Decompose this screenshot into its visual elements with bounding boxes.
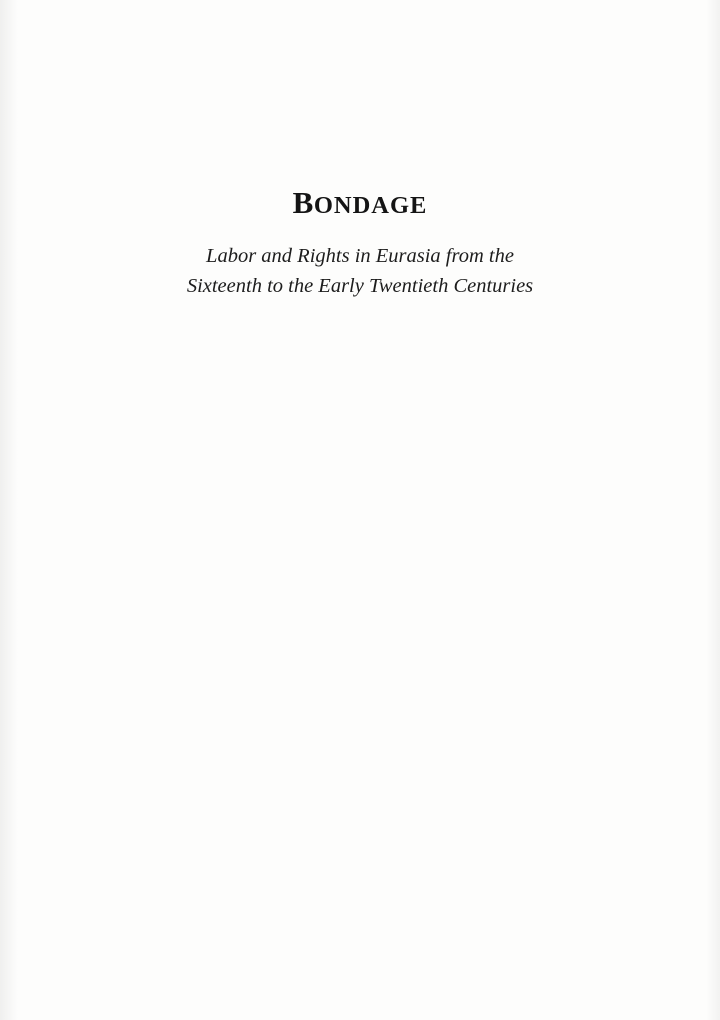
subtitle-line-2: Sixteenth to the Early Twentieth Centuries — [186, 274, 534, 297]
subtitle-line-1: Labor and Rights in Eurasia from the — [206, 245, 514, 268]
title-remainder: ONDAGE — [313, 192, 428, 219]
title-block — [0, 186, 720, 302]
subtitle — [125, 242, 595, 301]
title-initial: B — [292, 185, 314, 220]
page-title — [0, 186, 720, 220]
